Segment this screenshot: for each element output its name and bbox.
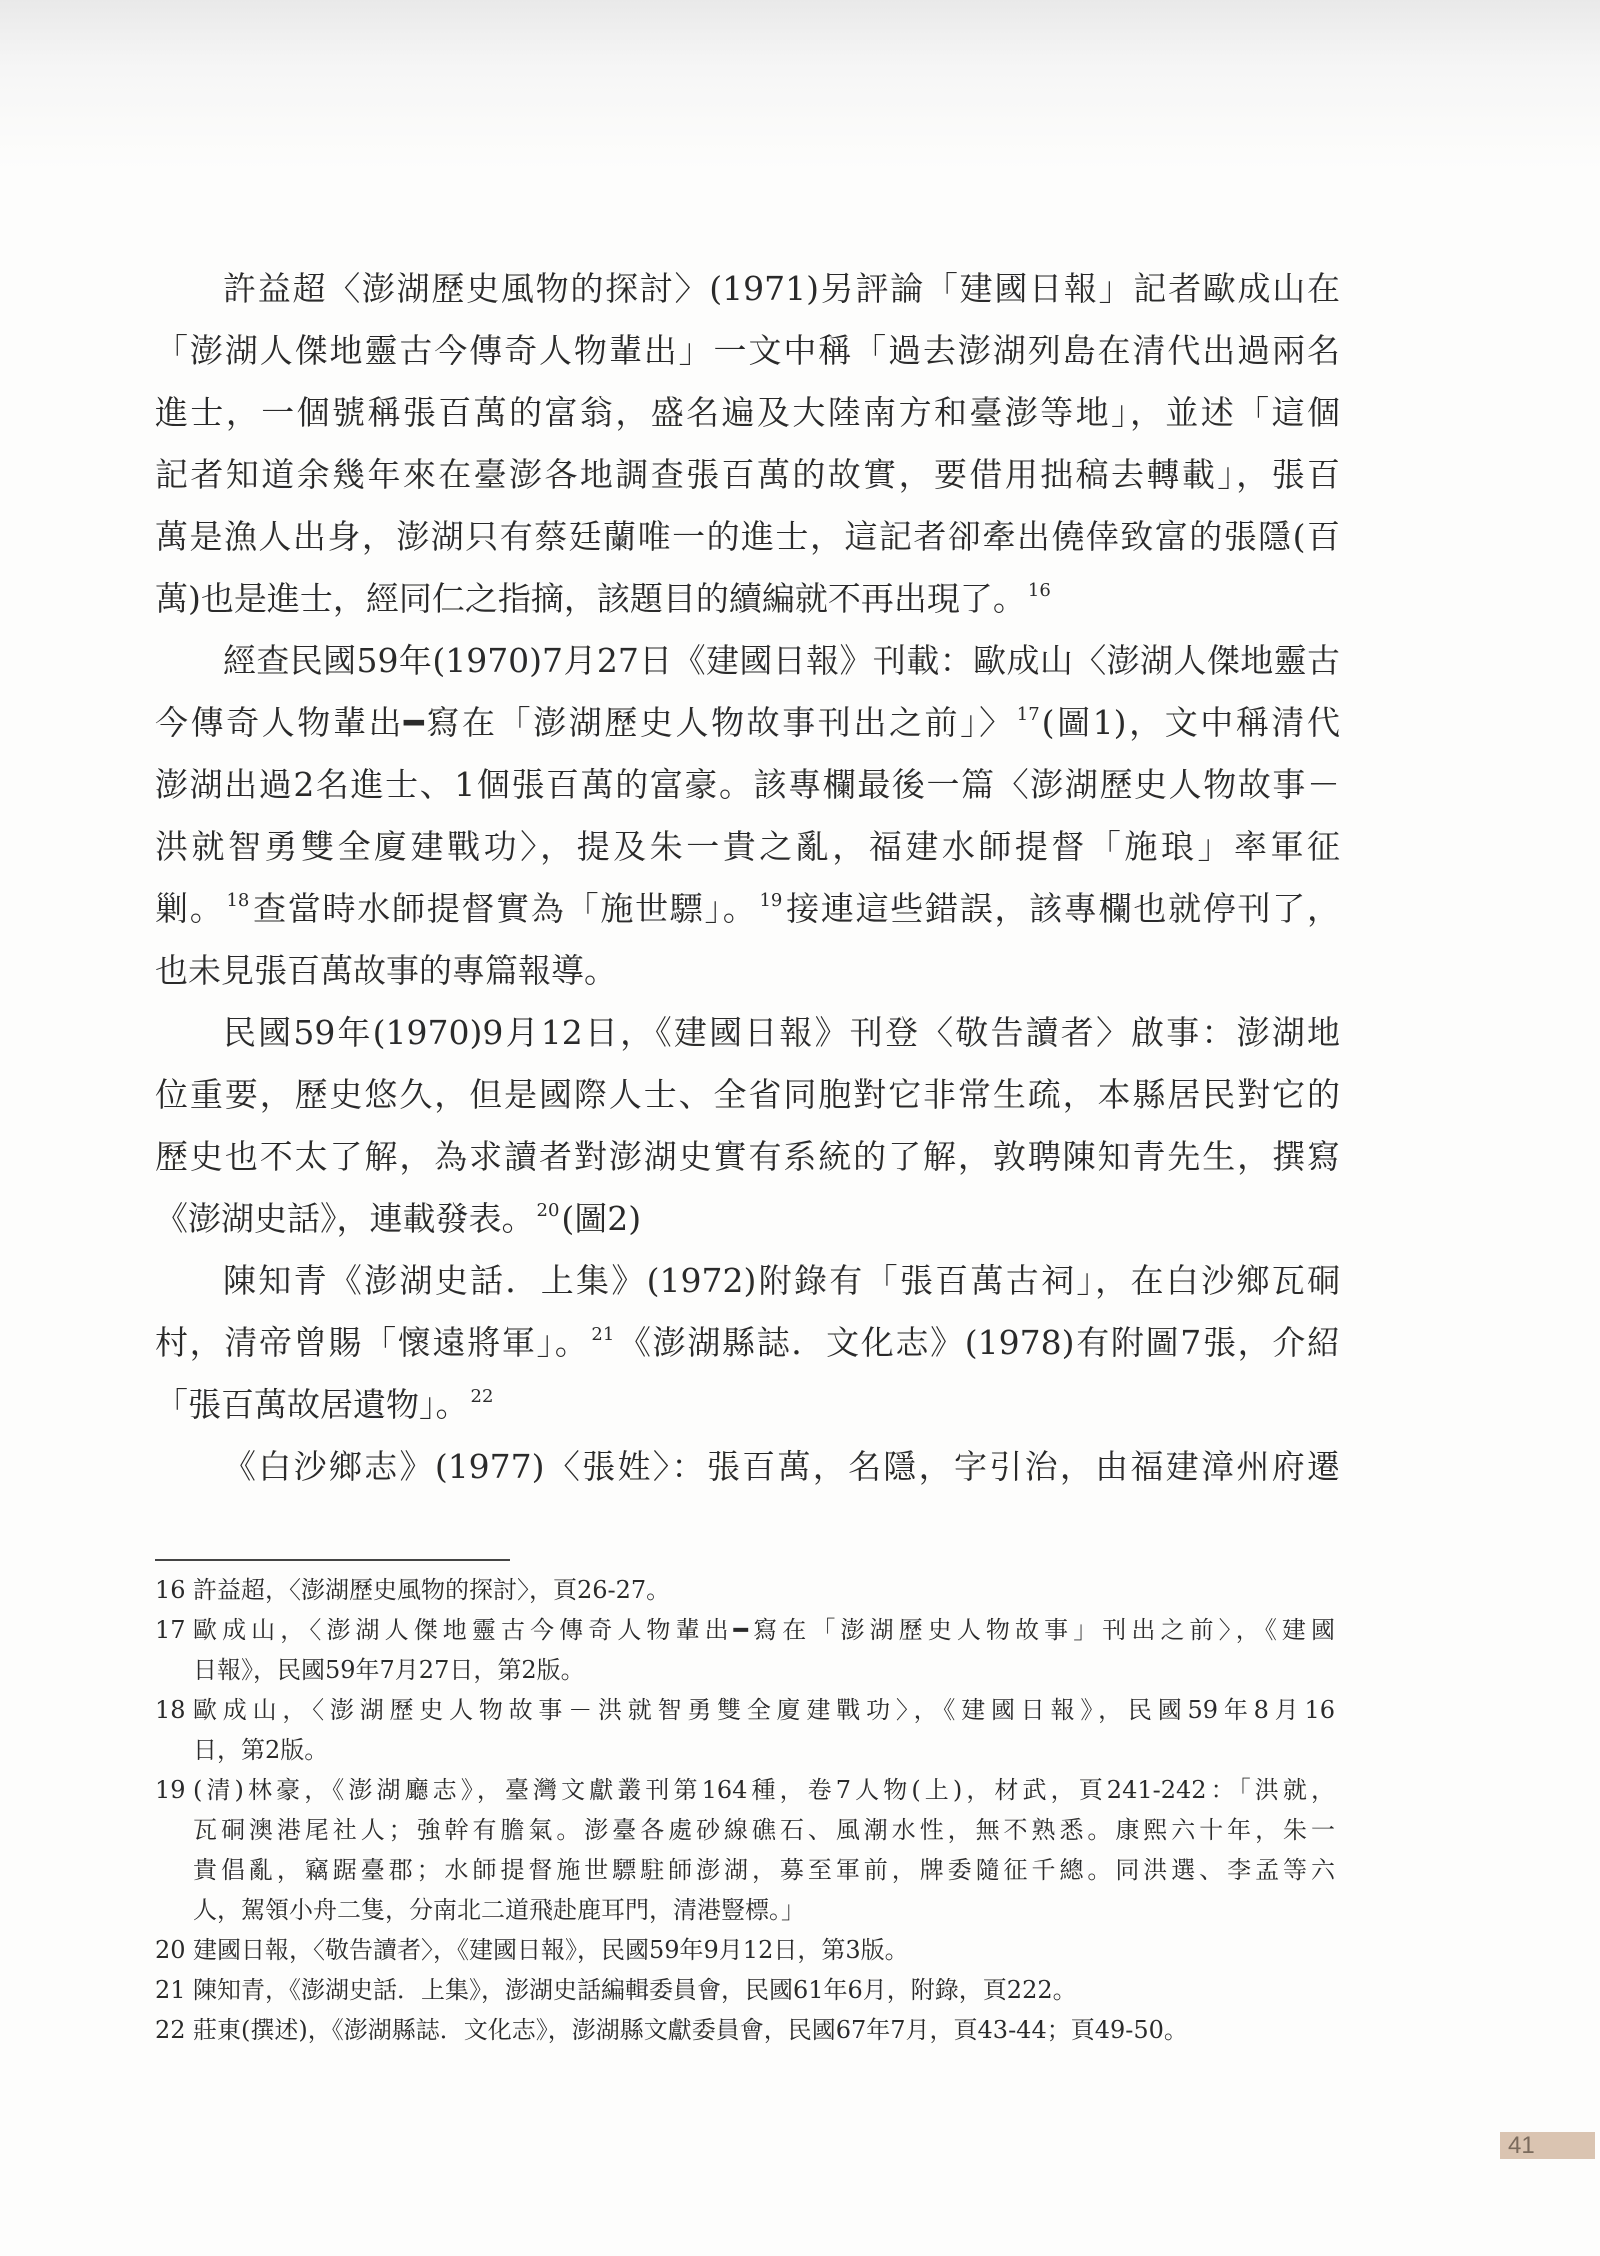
- text-run: 萬是漁人出身，澎湖只有蔡廷蘭唯一的進士，這記者卻牽出僥倖致富的張隱(百: [155, 517, 1340, 556]
- footnote-line: (清)林豪，《澎湖廳志》，臺灣文獻叢刊第164種，卷7人物(上)，材武，頁241-242：「洪就，: [193, 1776, 1335, 1804]
- paragraph: [155, 630, 1340, 1002]
- text-line: [155, 1436, 1340, 1498]
- text-run: 查當時水師提督實為「施世驃」。: [251, 889, 758, 928]
- footnote-line: 歐成山，〈澎湖人傑地靈古今傳奇人物輩出━寫在「澎湖歷史人物故事」刊出之前〉，《建國: [193, 1616, 1335, 1644]
- text-line: [155, 320, 1340, 382]
- text-run: 經查民國59年(1970)7月27日《建國日報》刊載：歐成山〈澎湖人傑地靈古: [223, 641, 1340, 680]
- footnote-ref: 21: [591, 1324, 615, 1345]
- text-line: [155, 506, 1340, 568]
- text-run: 澎湖出過2名進士、1個張百萬的富豪。該專欄最後一篇〈澎湖歷史人物故事－: [155, 765, 1340, 804]
- text-run: 村，清帝曾賜「懷遠將軍」。: [155, 1323, 590, 1362]
- footnote-number: 17: [155, 1616, 186, 1644]
- page-number: 41: [1500, 2132, 1595, 2159]
- text-run: 洪就智勇雙全廈建戰功〉，提及朱一貴之亂，福建水師提督「施琅」率軍征: [155, 827, 1340, 866]
- footnote: [155, 2010, 1335, 2050]
- paragraph: [155, 1002, 1340, 1250]
- text-run: 今傳奇人物輩出━寫在「澎湖歷史人物故事刊出之前」〉: [155, 703, 1015, 742]
- footnote: [155, 1690, 1335, 1770]
- text-run: 萬)也是進士，經同仁之指摘，該題目的續編就不再出現了。: [155, 579, 1026, 618]
- text-line: [155, 940, 1340, 1002]
- footnotes: [155, 1570, 1335, 2050]
- text-line: [155, 1126, 1340, 1188]
- footnote-line: 貴倡亂，竊踞臺郡；水師提督施世驃駐師澎湖，募至軍前，牌委隨征千總。同洪選、李孟等六: [193, 1856, 1335, 1884]
- footnote-number: 19: [155, 1776, 186, 1804]
- text-line: [155, 878, 1340, 940]
- text-line: [155, 382, 1340, 444]
- footnote: [155, 1970, 1335, 2010]
- text-line: [155, 1312, 1340, 1374]
- footnote-line: 許益超，〈澎湖歷史風物的探討〉，頁26-27。: [193, 1576, 671, 1604]
- text-line: [155, 692, 1340, 754]
- text-line: [155, 1374, 1340, 1436]
- text-line: [155, 1002, 1340, 1064]
- footnote-line: 莊東(撰述)，《澎湖縣誌．文化志》，澎湖縣文獻委員會，民國67年7月，頁43-44；頁49-50。: [193, 2016, 1188, 2044]
- footnote-line: 陳知青，《澎湖史話．上集》，澎湖史話編輯委員會，民國61年6月，附錄，頁222。: [193, 1976, 1077, 2004]
- text-line: [155, 1064, 1340, 1126]
- footnote-line: 建國日報，〈敬告讀者〉，《建國日報》，民國59年9月12日，第3版。: [193, 1936, 909, 1964]
- footnote-divider: [155, 1559, 510, 1561]
- text-run: 「張百萬故居遺物」。: [155, 1385, 469, 1424]
- text-run: 位重要，歷史悠久，但是國際人士、全省同胞對它非常生疏，本縣居民對它的: [155, 1075, 1340, 1114]
- footnote-ref: 17: [1016, 704, 1040, 725]
- paragraph: [155, 1250, 1340, 1436]
- footnote-ref: 19: [759, 890, 783, 911]
- footnote: [155, 1930, 1335, 1970]
- text-run: 記者知道余幾年來在臺澎各地調查張百萬的故實，要借用拙稿去轉載」，張百: [155, 455, 1340, 494]
- text-line: [155, 1250, 1340, 1312]
- paragraph: [155, 258, 1340, 630]
- text-line: [155, 1188, 1340, 1250]
- text-run: (圖2): [561, 1199, 642, 1238]
- text-run: 歷史也不太了解，為求讀者對澎湖史實有系統的了解，敦聘陳知青先生，撰寫: [155, 1137, 1340, 1176]
- footnote-line: 瓦硐澳港尾社人；強幹有膽氣。澎臺各處砂線礁石、風潮水性，無不熟悉。康熙六十年，朱一: [193, 1816, 1335, 1844]
- text-run: (圖1)，文中稱清代: [1041, 703, 1340, 742]
- footnote-line: 日，第2版。: [193, 1736, 329, 1764]
- footnote-number: 16: [155, 1576, 186, 1604]
- text-line: [155, 754, 1340, 816]
- footnote-ref: 18: [226, 890, 250, 911]
- text-line: [155, 816, 1340, 878]
- text-run: 《澎湖史話》，連載發表。: [155, 1199, 535, 1238]
- footnote-ref: 22: [470, 1386, 494, 1407]
- footnote-number: 20: [155, 1936, 186, 1964]
- footnote-line: 日報》，民國59年7月27日，第2版。: [193, 1656, 585, 1684]
- footnote: [155, 1770, 1335, 1930]
- text-run: 《白沙鄉志》(1977)〈張姓〉：張百萬，名隱，字引治，由福建漳州府遷: [223, 1447, 1340, 1486]
- text-run: 民國59年(1970)9月12日，《建國日報》刊登〈敬告讀者〉啟事：澎湖地: [223, 1013, 1340, 1052]
- text-run: 許益超〈澎湖歷史風物的探討〉(1971)另評論「建國日報」記者歐成山在: [223, 269, 1340, 308]
- text-run: 接連這些錯誤，該專欄也就停刊了，: [784, 889, 1341, 928]
- text-line: [155, 568, 1340, 630]
- footnote-ref: 16: [1027, 580, 1051, 601]
- text-line: [155, 630, 1340, 692]
- footnote-number: 21: [155, 1976, 186, 2004]
- text-run: 也未見張百萬故事的專篇報導。: [155, 951, 617, 990]
- footnote-number: 22: [155, 2016, 186, 2044]
- text-run: 進士，一個號稱張百萬的富翁，盛名遍及大陸南方和臺澎等地」，並述「這個: [155, 393, 1340, 432]
- text-run: 陳知青《澎湖史話．上集》(1972)附錄有「張百萬古祠」，在白沙鄉瓦硐: [223, 1261, 1340, 1300]
- text-run: 剿。: [155, 889, 225, 928]
- text-line: [155, 444, 1340, 506]
- text-line: [155, 258, 1340, 320]
- text-run: 「澎湖人傑地靈古今傳奇人物輩出」一文中稱「過去澎湖列島在清代出過兩名: [155, 331, 1340, 370]
- footnote-line: 人，駕領小舟二隻，分南北二道飛赴鹿耳門，清港豎標。」: [193, 1896, 805, 1924]
- text-run: 《澎湖縣誌．文化志》(1978)有附圖7張，介紹: [616, 1323, 1341, 1362]
- footnote-line: 歐成山，〈澎湖歷史人物故事－洪就智勇雙全廈建戰功〉，《建國日報》，民國59年8月16: [193, 1696, 1335, 1724]
- scan-shading: [0, 0, 1600, 170]
- body-text: [155, 258, 1340, 1498]
- footnote: [155, 1610, 1335, 1690]
- footnote-ref: 20: [536, 1200, 560, 1221]
- footnote-number: 18: [155, 1696, 186, 1724]
- paragraph: [155, 1436, 1340, 1498]
- footnote: [155, 1570, 1335, 1610]
